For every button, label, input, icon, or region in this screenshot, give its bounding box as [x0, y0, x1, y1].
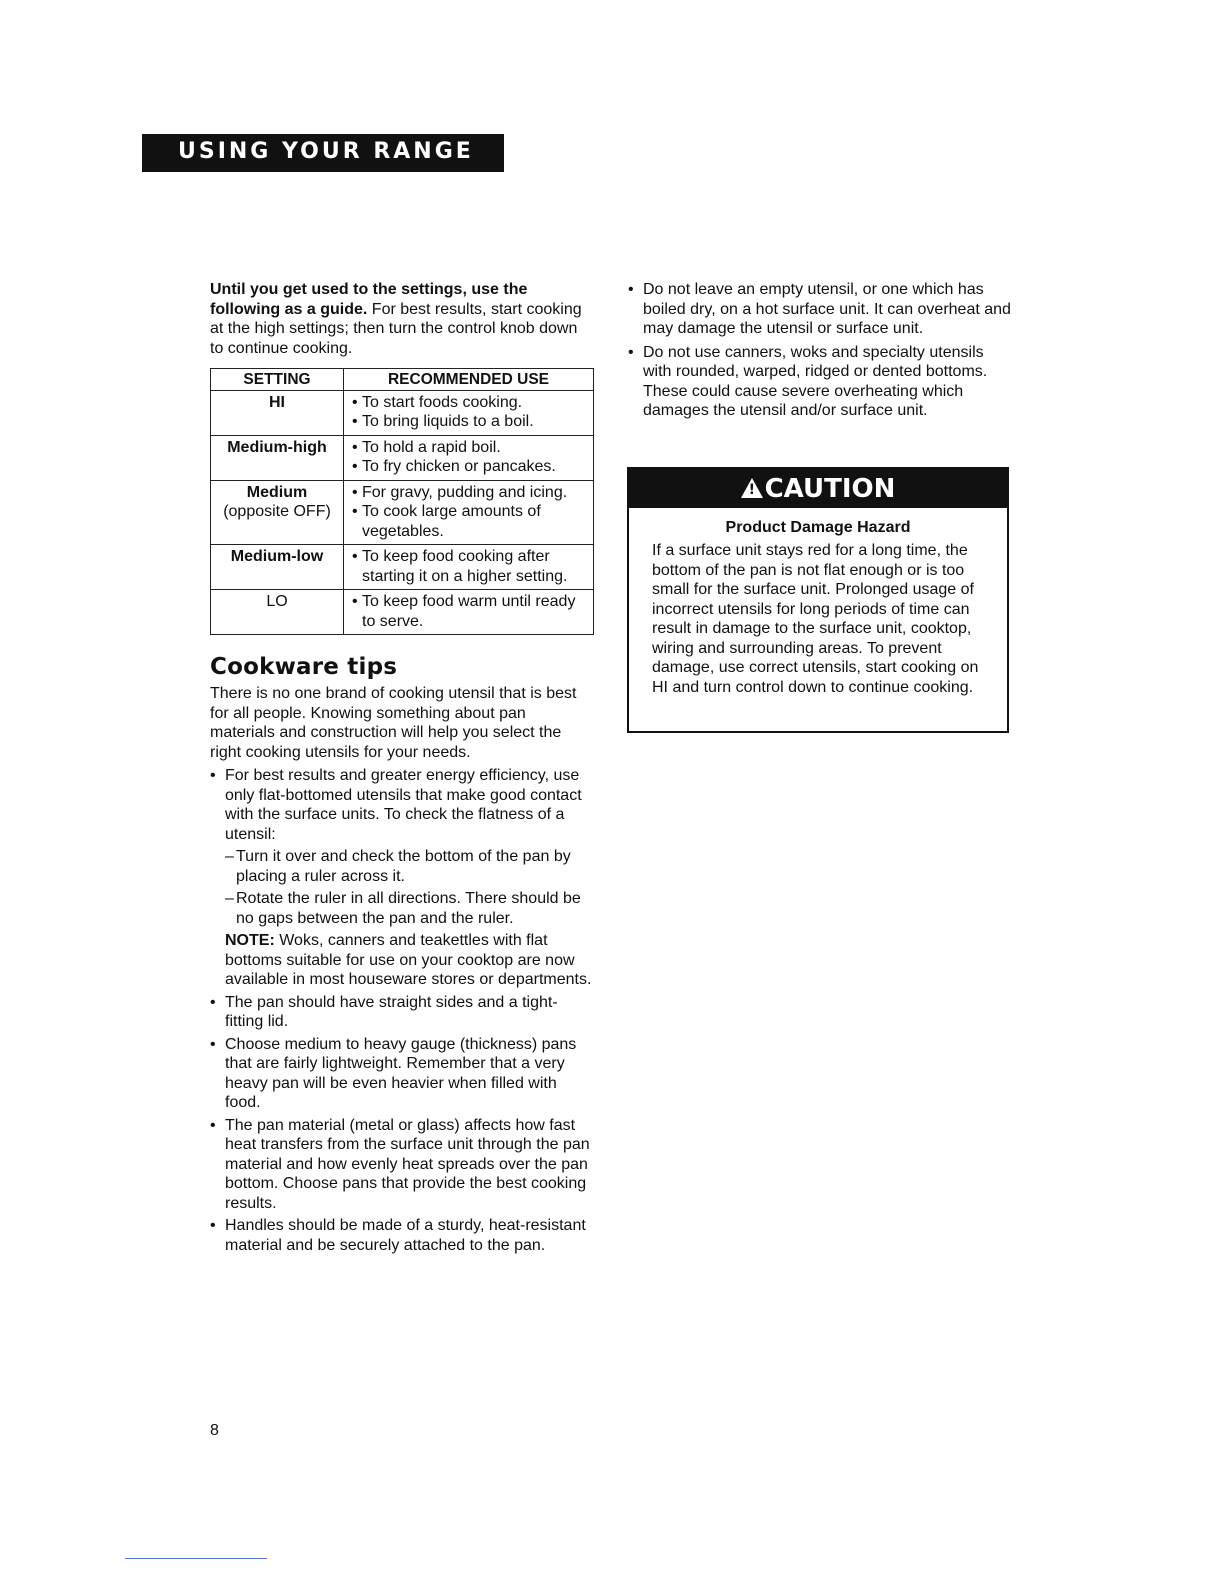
- intro-paragraph: [210, 280, 595, 358]
- caution-heading: CAUTION: [764, 474, 896, 504]
- use-item: • To hold a rapid boil.: [348, 438, 589, 458]
- cookware-intro: There is no one brand of cooking utensil that is best for all people. Knowing something about pan materials and construction will help you select the right cooking utensils for your needs.: [210, 685, 577, 761]
- setting-cell: [211, 590, 344, 635]
- table-row: [211, 480, 594, 545]
- use-cell: [344, 435, 594, 480]
- cookware-tips-list: [210, 766, 595, 1255]
- caution-header: [627, 467, 1009, 508]
- left-column: [210, 280, 595, 1258]
- header-setting: SETTING: [211, 369, 344, 391]
- tip-text: For best results and greater energy efficiency, use only flat-bottomed utensils that make good contact with the surface units. To check the flatness of a utensil:: [225, 767, 582, 843]
- intro-bold: Until you get used to the settings, use the following as a guide.: [210, 281, 528, 318]
- table-row: [211, 435, 594, 480]
- page-number: 8: [210, 1422, 219, 1439]
- settings-table: [210, 368, 594, 635]
- note-label: NOTE:: [225, 932, 275, 949]
- setting-name: Medium-high: [227, 438, 327, 456]
- footer-divider: [125, 1558, 267, 1559]
- warning-triangle-icon: [741, 478, 763, 498]
- caution-box: [627, 467, 1009, 733]
- setting-name: Medium-low: [230, 548, 324, 565]
- setting-cell: [211, 390, 344, 435]
- list-item: [210, 766, 595, 990]
- list-item: • The pan material (metal or glass) affects how fast heat transfers from the surface unit through the pan material and how evenly heat spreads over the pan bottom. Choose pans that provide the best cooking results.: [210, 1116, 595, 1214]
- list-item: • Do not use canners, woks and specialty utensils with rounded, warped, ridged or dented bottoms. These could cause severe overheating which damages the utensil and/or surface unit.: [628, 343, 1013, 421]
- cookware-tips-heading: Cookware tips: [210, 654, 398, 680]
- setting-note: (opposite OFF): [223, 503, 331, 520]
- tip-dash-item: – Turn it over and check the bottom of the pan by placing a ruler across it.: [225, 847, 595, 886]
- section-header-bar: [142, 134, 504, 172]
- right-column: [628, 280, 1013, 425]
- note-text: Woks, canners and teakettles with flat bottoms suitable for use on your cooktop are now available in most houseware stores or departments.: [225, 932, 592, 988]
- caution-subtitle: Product Damage Hazard: [725, 519, 911, 536]
- use-item: • To bring liquids to a boil.: [348, 412, 589, 432]
- list-item: • Do not leave an empty utensil, or one which has boiled dry, on a hot surface unit. It can overheat and may damage the utensil or surface unit.: [628, 280, 1013, 339]
- intro-text: For best results, start cooking at the high settings; then turn the control knob down to continue cooking.: [210, 300, 582, 357]
- use-cell: [344, 590, 594, 635]
- use-cell: [344, 390, 594, 435]
- table-row: [211, 390, 594, 435]
- use-item: • To keep food warm until ready to serve.: [348, 592, 589, 631]
- list-item: • Choose medium to heavy gauge (thickness) pans that are fairly lightweight. Remember that a very heavy pan will be even heavier when filled with food.: [210, 1035, 595, 1113]
- use-item: • To keep food cooking after starting it on a higher setting.: [348, 547, 589, 586]
- setting-name: LO: [266, 593, 288, 610]
- table-row: [211, 590, 594, 635]
- setting-cell: [211, 435, 344, 480]
- use-cell: [344, 545, 594, 590]
- caution-body: If a surface unit stays red for a long time, the bottom of the pan is not flat enough or is too small for the surface unit. Prolonged usage of incorrect utensils for long periods of time can result in damage to the surface unit, cooktop, wiring and surrounding areas. To prevent damage, use correct utensils, start cooking on HI and turn control down to continue cooking.: [652, 542, 979, 696]
- use-cell: [344, 480, 594, 545]
- setting-cell: [211, 480, 344, 545]
- use-item: • To cook large amounts of vegetables.: [348, 502, 589, 541]
- table-row: [211, 545, 594, 590]
- setting-name: Medium: [246, 483, 308, 501]
- utensil-warnings-list: [628, 280, 1013, 421]
- note-paragraph: [225, 931, 595, 990]
- use-item: • To fry chicken or pancakes.: [348, 457, 589, 477]
- tip-dash-item: – Rotate the ruler in all directions. There should be no gaps between the pan and the ruler.: [225, 889, 595, 928]
- use-item: • For gravy, pudding and icing.: [348, 483, 589, 503]
- header-recommended-use: RECOMMENDED USE: [344, 369, 594, 391]
- use-item: • To start foods cooking.: [348, 393, 589, 413]
- setting-name: HI: [269, 393, 285, 411]
- setting-cell: [211, 545, 344, 590]
- list-item: • The pan should have straight sides and a tight-fitting lid.: [210, 993, 595, 1032]
- section-header-title: USING YOUR RANGE: [178, 139, 474, 164]
- list-item: • Handles should be made of a sturdy, heat-resistant material and be securely attached to the pan.: [210, 1216, 595, 1255]
- settings-table-header-row: [211, 369, 594, 391]
